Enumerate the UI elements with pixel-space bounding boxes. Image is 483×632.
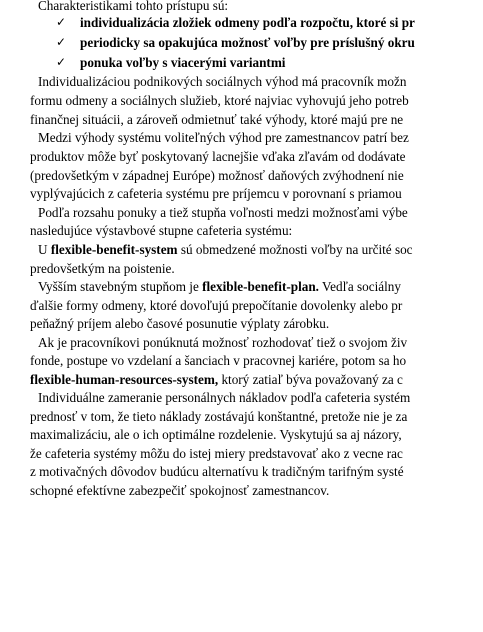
text-line: Individualizáciou podnikových sociálnych výhod má pracovník možn bbox=[38, 74, 407, 89]
text-line: flexible-human-resources-system, ktorý zatiaľ býva považovaný za c bbox=[30, 372, 403, 387]
text-line: maximalizáciu, ale o ich optimálne rozdelenie. Vyskytujú sa aj názory, bbox=[30, 427, 402, 442]
text-line: produktov môže byť poskytovaný lacnejšie vďaka zľavám od dodávate bbox=[30, 149, 406, 164]
text-line: U flexible-benefit-system sú obmedzené možnosti voľby na určité soc bbox=[38, 242, 413, 257]
text-line: predovšetkým na poistenie. bbox=[30, 261, 175, 276]
bold-term: flexible-benefit-system bbox=[50, 242, 178, 257]
text-line: formu odmeny a sociálnych služieb, ktoré najviac vyhovujú jeho potreb bbox=[30, 93, 409, 108]
text-line: Podľa rozsahu ponuky a tiež stupňa voľnosti medzi možnosťami výbe bbox=[38, 205, 408, 220]
text-line: z motivačných dôvodov budúcu alternatívu k tradičným tarifným systé bbox=[30, 464, 404, 479]
text-line: finančnej situácii, a zároveň odmietnuť také výhody, ktoré majú pre ne bbox=[30, 112, 404, 127]
bold-term: flexible-human-resources-system, bbox=[30, 372, 219, 387]
text-line: vyplývajúcich z cafeteria systému pre príjemcu v porovnaní s priamou bbox=[30, 186, 402, 201]
bullet-text: ponuka voľby s viacerými variantmi bbox=[80, 55, 286, 70]
bullet-text: individualizácia zložiek odmeny podľa rozpočtu, ktoré si pr bbox=[80, 15, 415, 30]
text-line: Medzi výhody systému voliteľných výhod pre zamestnancov patrí bez bbox=[38, 130, 409, 145]
bold-term: flexible-benefit-plan. bbox=[202, 279, 319, 294]
bullet-text: periodicky sa opakujúca možnosť voľby pre príslušný okru bbox=[80, 35, 415, 50]
text-line: že cafeteria systémy môžu do istej miery predstavovať ako z vecne rac bbox=[30, 446, 403, 461]
text-line: nasledujúce výstavbové stupne cafeteria systému: bbox=[30, 223, 293, 238]
text-line: schopné efektívne zabezpečiť spokojnosť zamestnancov. bbox=[30, 483, 330, 498]
check-icon: ✓ bbox=[56, 35, 67, 49]
text-line: peňažný príjem alebo časové posunutie výplaty zárobku. bbox=[30, 316, 330, 331]
text-line: Ak je pracovníkovi ponúknutá možnosť rozhodovať tiež o svojom živ bbox=[38, 335, 408, 350]
check-icon: ✓ bbox=[56, 15, 67, 29]
text-line: fonde, postupe vo vzdelaní a šanciach v pracovnej kariére, potom sa ho bbox=[30, 353, 407, 368]
text-line: Individuálne zameranie personálnych nákladov podľa cafeteria systém bbox=[38, 390, 411, 405]
text-line: ďalšie formy odmeny, ktoré dovoľujú prepočítanie dovolenky alebo pr bbox=[30, 298, 403, 313]
check-icon: ✓ bbox=[56, 55, 67, 69]
intro-line: Charakteristikami tohto prístupu sú: bbox=[38, 0, 229, 13]
text-line: prednosť v tom, že tieto náklady zostávajú konštantné, pretože nie je za bbox=[30, 409, 408, 424]
text-line: (predovšetkým v západnej Európe) možnosť daňových zvýhodnení nie bbox=[30, 168, 404, 183]
text-line: Vyšším stavebným stupňom je flexible-benefit-plan. Vedľa sociálny bbox=[38, 279, 401, 294]
